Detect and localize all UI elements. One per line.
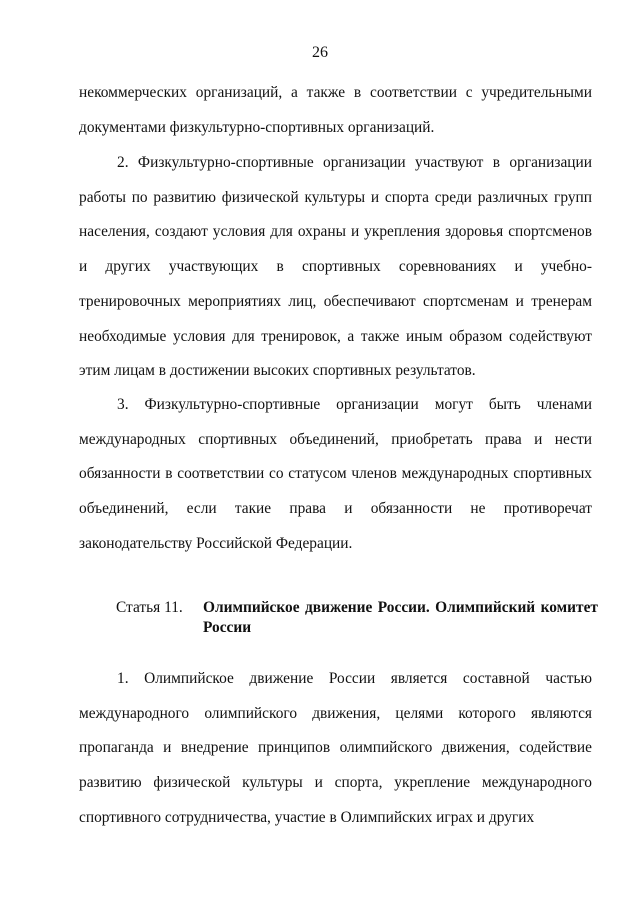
article-label: Статья 11. [116,599,183,616]
paragraph-2: 2. Физкультурно-спортивные организации участвуют в организации работы по развитию физической культуры и спорта среди различных групп населения, создают условия для охраны и укрепления здоровья спортсменов и других участвующих в спортивных соревнованиях и учебно-тренировочных мероприятиях лиц, обеспечивают спортсменам и тренерам необходимые условия для тренировок, а также иным образом содействуют этим лицам в достижении высоких спортивных результатов. [79,154,592,380]
article-title: Олимпийское движение России. Олимпийский комитет России [203,599,598,636]
page-number: 26 [312,44,328,61]
paragraph-3: 3. Физкультурно-спортивные организации могут быть членами международных спортивных объединений, приобретать права и нести обязанности в соответствии со статусом членов международных спортивных объединений, если такие права и обязанности не противоречат законодательству Российской Федерации. [79,396,592,552]
paragraph-continuation: некоммерческих организаций, а также в соответствии с учредительными документами физкультурно-спортивных организаций. [79,84,592,136]
paragraph-article-11-1: 1. Олимпийское движение России является составной частью международного олимпийского движения, целями которого являются пропаганда и внедрение принципов олимпийского движения, содействие развитию физической культуры и спорта, укрепление международного спортивного сотрудничества, участие в Олимпийских играх и других [79,670,592,826]
